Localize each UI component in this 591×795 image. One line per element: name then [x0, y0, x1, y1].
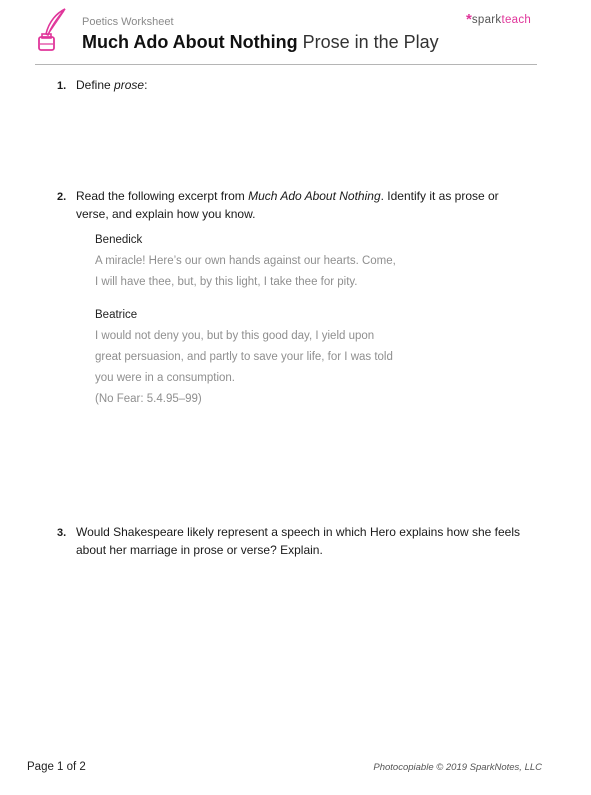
- excerpt-line: great persuasion, and partly to save your life, for I was told: [95, 351, 393, 363]
- page-number: Page 1 of 2: [27, 761, 86, 773]
- copyright-notice: Photocopiable © 2019 SparkNotes, LLC: [373, 762, 542, 773]
- sparkteach-logo: [466, 11, 531, 28]
- logo-spark-text: spark: [471, 14, 502, 26]
- question-number: 1.: [57, 80, 67, 92]
- page-title: [82, 32, 439, 53]
- worksheet-subtitle: Poetics Worksheet: [82, 16, 174, 28]
- logo-star-icon: *: [466, 11, 472, 28]
- speaker-name: Beatrice: [95, 309, 138, 321]
- header-divider: [35, 64, 537, 65]
- excerpt-line: A miracle! Here’s our own hands against our hearts. Come,: [95, 255, 396, 267]
- excerpt-line: I would not deny you, but by this good day, I yield upon: [95, 330, 375, 342]
- speaker-name: Benedick: [95, 234, 143, 246]
- excerpt-line: I will have thee, but, by this light, I take thee for pity.: [95, 276, 358, 288]
- excerpt-line: you were in a consumption.: [95, 372, 235, 384]
- question-number: 2.: [57, 191, 67, 203]
- question-number: 3.: [57, 527, 67, 539]
- logo-teach-text: teach: [501, 14, 532, 26]
- question-text: Would Shakespeare likely represent a speech in which Hero explains how she feels about her marriage in prose or verse? Explain.: [76, 525, 521, 557]
- question-text: Read the following excerpt from Much Ado About Nothing. Identify it as prose or verse, and explain how you know.: [76, 189, 499, 221]
- question-text: Define prose:: [76, 78, 148, 92]
- excerpt-lines: [95, 326, 393, 410]
- title-topic: Prose in the Play: [297, 32, 439, 52]
- title-work-name: Much Ado About Nothing: [82, 32, 298, 52]
- excerpt-citation: (No Fear: 5.4.95–99): [95, 393, 202, 405]
- quill-inkpot-icon: [35, 7, 69, 53]
- excerpt-lines: [95, 251, 396, 293]
